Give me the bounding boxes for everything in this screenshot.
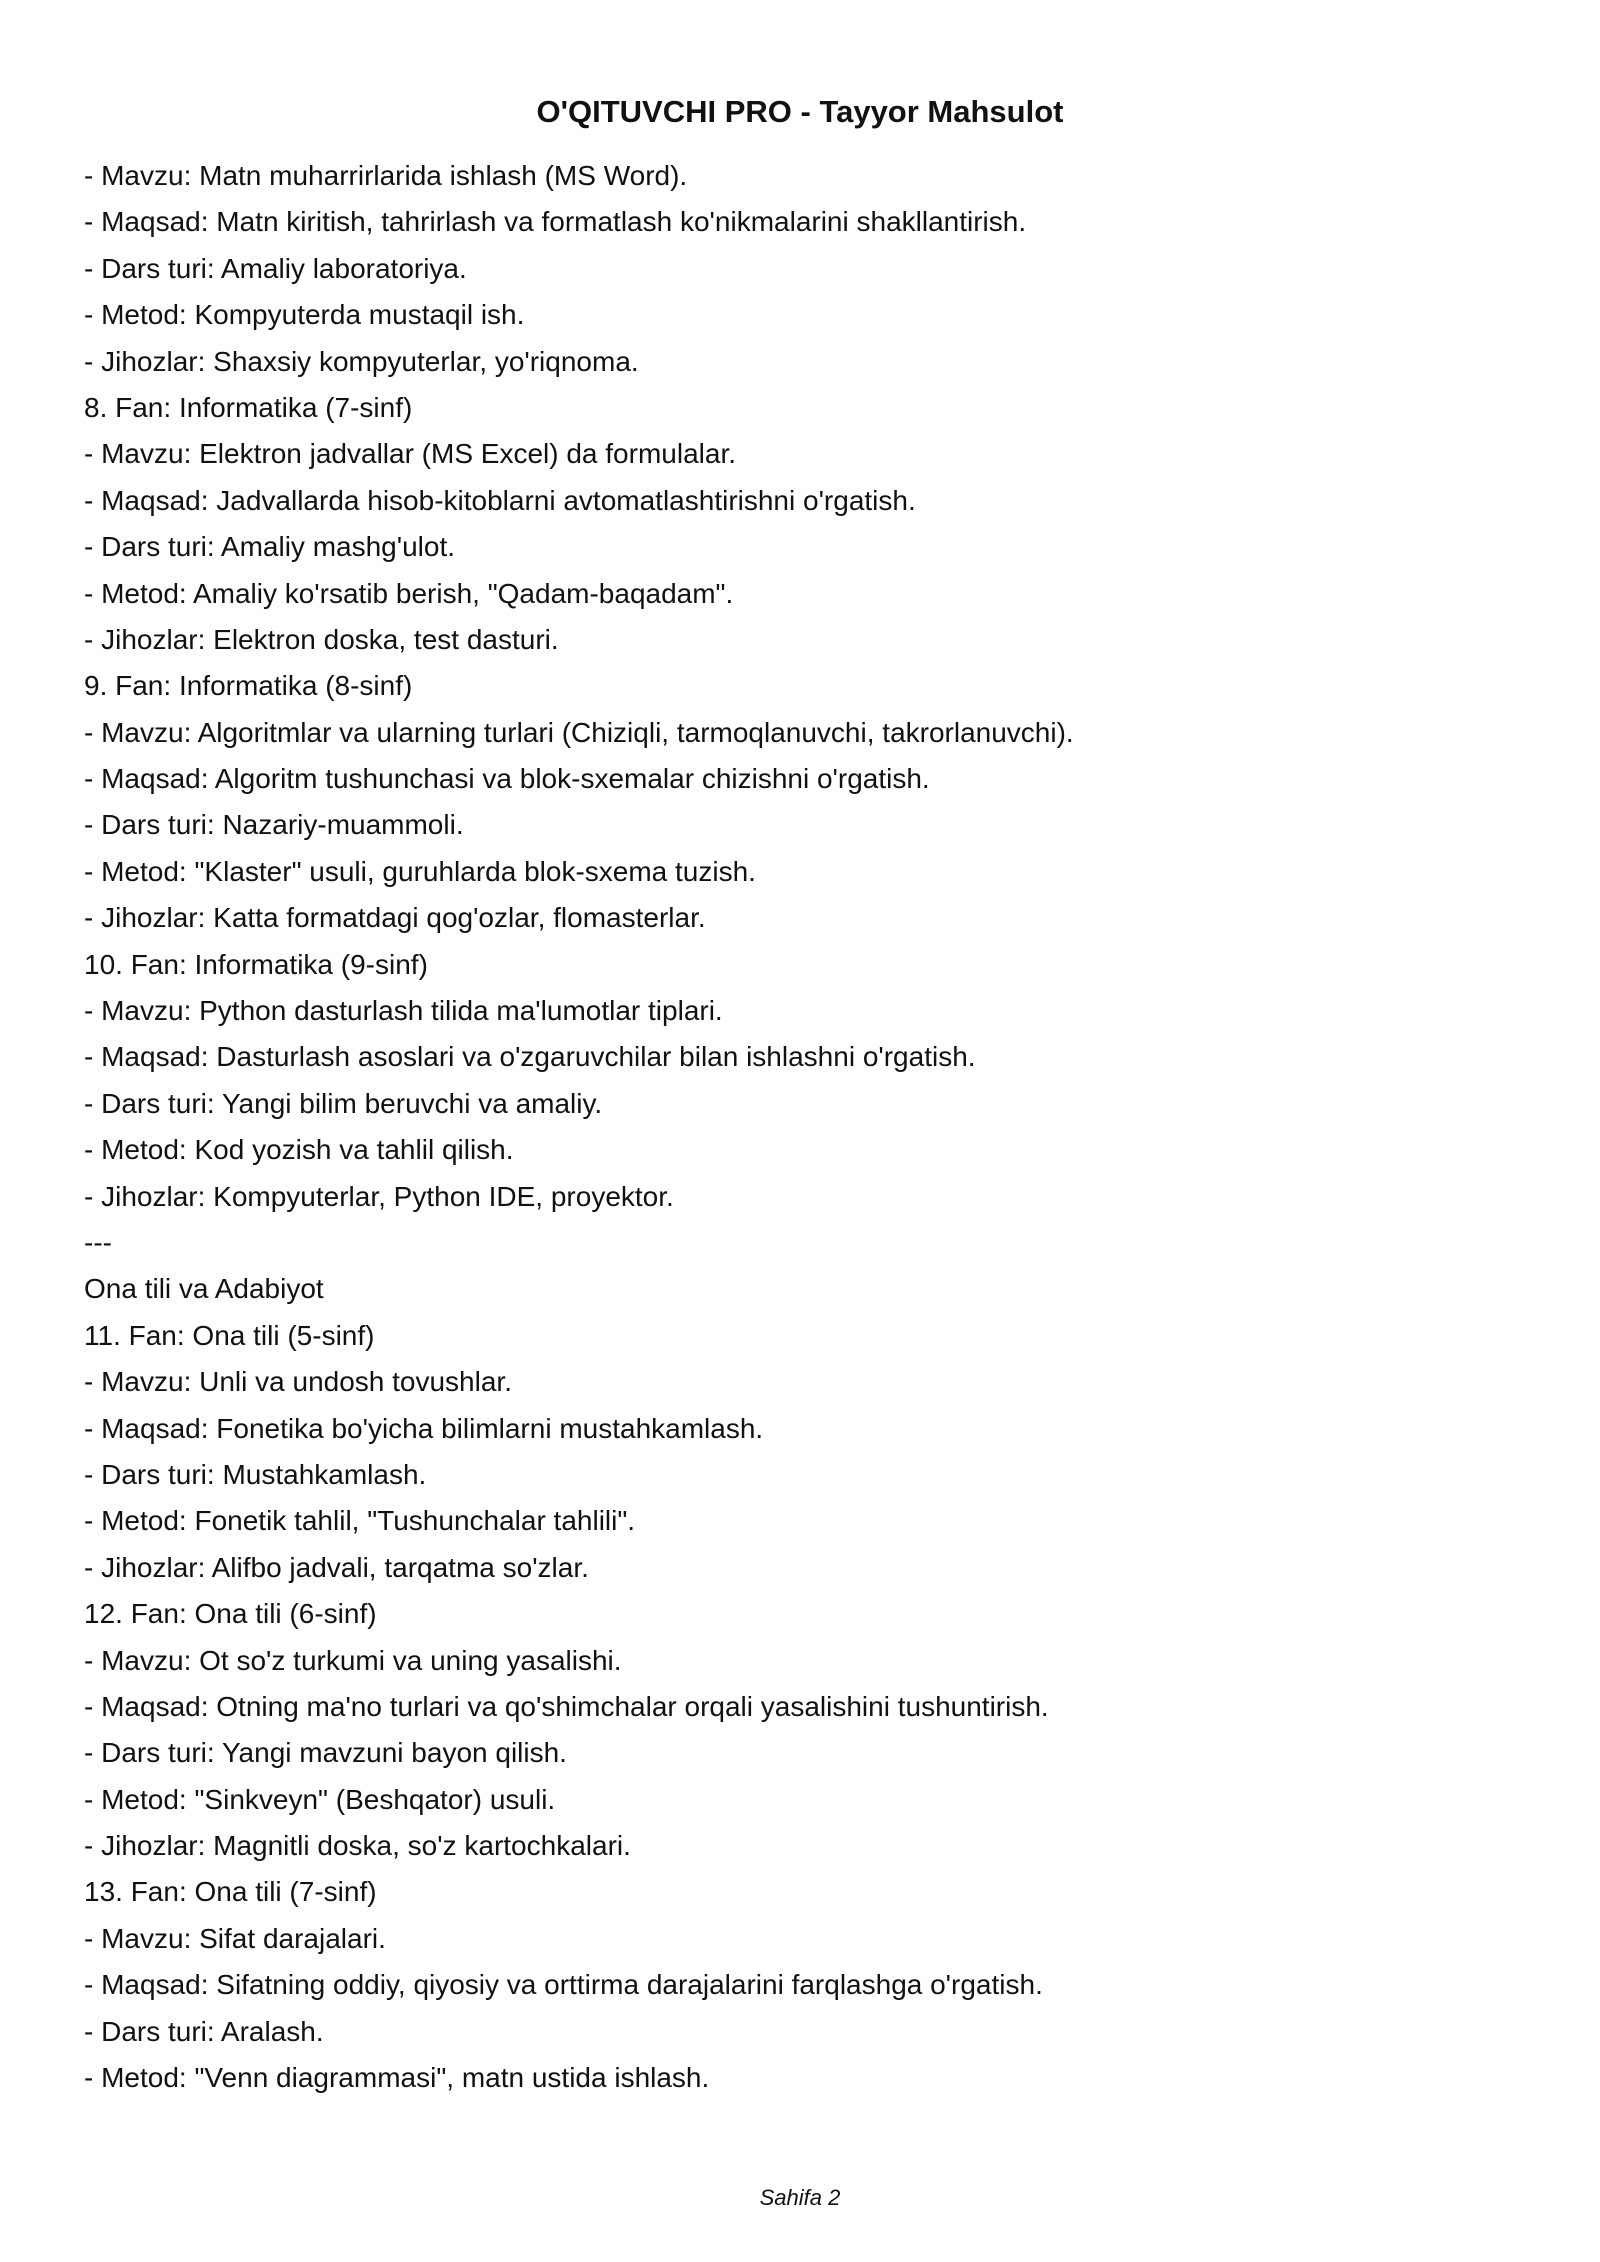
- text-line: - Dars turi: Mustahkamlash.: [84, 1458, 427, 1490]
- text-line: - Metod: "Klaster" usuli, guruhlarda blok-sxema tuzish.: [84, 855, 756, 887]
- text-line: - Dars turi: Amaliy mashg'ulot.: [84, 531, 456, 563]
- text-line: - Jihozlar: Shaxsiy kompyuterlar, yo'riqnoma.: [84, 345, 639, 377]
- text-line: - Dars turi: Amaliy laboratoriya.: [84, 252, 467, 284]
- document-title: O'QITUVCHI PRO - Tayyor Mahsulot: [536, 94, 1064, 129]
- text-line: - Metod: Kod yozish va tahlil qilish.: [84, 1134, 514, 1166]
- text-line: - Mavzu: Elektron jadvallar (MS Excel) da formulalar.: [84, 438, 736, 470]
- text-line: - Mavzu: Sifat darajalari.: [84, 1922, 386, 1954]
- text-line: - Maqsad: Jadvallarda hisob-kitoblarni avtomatlashtirishni o'rgatish.: [84, 484, 916, 516]
- text-line: - Dars turi: Nazariy-muammoli.: [84, 809, 464, 841]
- text-line: - Metod: "Sinkveyn" (Beshqator) usuli.: [84, 1783, 556, 1815]
- text-line: - Jihozlar: Katta formatdagi qog'ozlar, flomasterlar.: [84, 902, 706, 934]
- text-line: - Maqsad: Algoritm tushunchasi va blok-sxemalar chizishni o'rgatish.: [84, 763, 930, 795]
- document-body: [84, 153, 1544, 2101]
- text-line: 10. Fan: Informatika (9-sinf): [84, 948, 428, 980]
- text-line: - Mavzu: Ot so'z turkumi va uning yasalishi.: [84, 1644, 622, 1676]
- text-line: - Metod: "Venn diagrammasi", matn ustida ishlash.: [84, 2062, 710, 2094]
- page-number: Sahifa 2: [759, 2185, 841, 2210]
- text-line: - Maqsad: Fonetika bo'yicha bilimlarni mustahkamlash.: [84, 1412, 764, 1444]
- text-line: 13. Fan: Ona tili (7-sinf): [84, 1876, 377, 1908]
- text-line: - Mavzu: Unli va undosh tovushlar.: [84, 1366, 512, 1398]
- text-line: ---: [84, 1226, 112, 1258]
- text-line: - Metod: Amaliy ko'rsatib berish, "Qadam-baqadam".: [84, 577, 734, 609]
- text-line: - Jihozlar: Elektron doska, test dasturi.: [84, 623, 559, 655]
- text-line: Ona tili va Adabiyot: [84, 1273, 324, 1305]
- text-line: - Dars turi: Yangi mavzuni bayon qilish.: [84, 1737, 567, 1769]
- text-line: - Maqsad: Sifatning oddiy, qiyosiy va orttirma darajalarini farqlashga o'rgatish.: [84, 1969, 1043, 2001]
- text-line: - Jihozlar: Alifbo jadvali, tarqatma so'zlar.: [84, 1551, 589, 1583]
- text-line: - Metod: Fonetik tahlil, "Tushunchalar tahlili".: [84, 1505, 636, 1537]
- text-line: 12. Fan: Ona tili (6-sinf): [84, 1598, 377, 1630]
- text-line: 11. Fan: Ona tili (5-sinf): [84, 1319, 375, 1351]
- text-line: - Maqsad: Matn kiritish, tahrirlash va formatlash ko'nikmalarini shakllantirish.: [84, 206, 1027, 238]
- text-line: - Dars turi: Aralash.: [84, 2015, 324, 2047]
- text-line: - Maqsad: Otning ma'no turlari va qo'shimchalar orqali yasalishini tushuntirish.: [84, 1690, 1049, 1722]
- text-line: 8. Fan: Informatika (7-sinf): [84, 391, 413, 423]
- text-line: - Mavzu: Algoritmlar va ularning turlari (Chiziqli, tarmoqlanuvchi, takrorlanuvchi).: [84, 716, 1074, 748]
- text-line: - Jihozlar: Kompyuterlar, Python IDE, proyektor.: [84, 1180, 674, 1212]
- text-line: - Mavzu: Python dasturlash tilida ma'lumotlar tiplari.: [84, 995, 723, 1027]
- text-line: - Maqsad: Dasturlash asoslari va o'zgaruvchilar bilan ishlashni o'rgatish.: [84, 1041, 976, 1073]
- text-line: - Jihozlar: Magnitli doska, so'z kartochkalari.: [84, 1830, 631, 1862]
- text-line: - Mavzu: Matn muharrirlarida ishlash (MS Word).: [84, 160, 688, 191]
- text-line: - Metod: Kompyuterda mustaqil ish.: [84, 299, 525, 331]
- text-line: - Dars turi: Yangi bilim beruvchi va amaliy.: [84, 1087, 603, 1119]
- text-line: 9. Fan: Informatika (8-sinf): [84, 670, 413, 702]
